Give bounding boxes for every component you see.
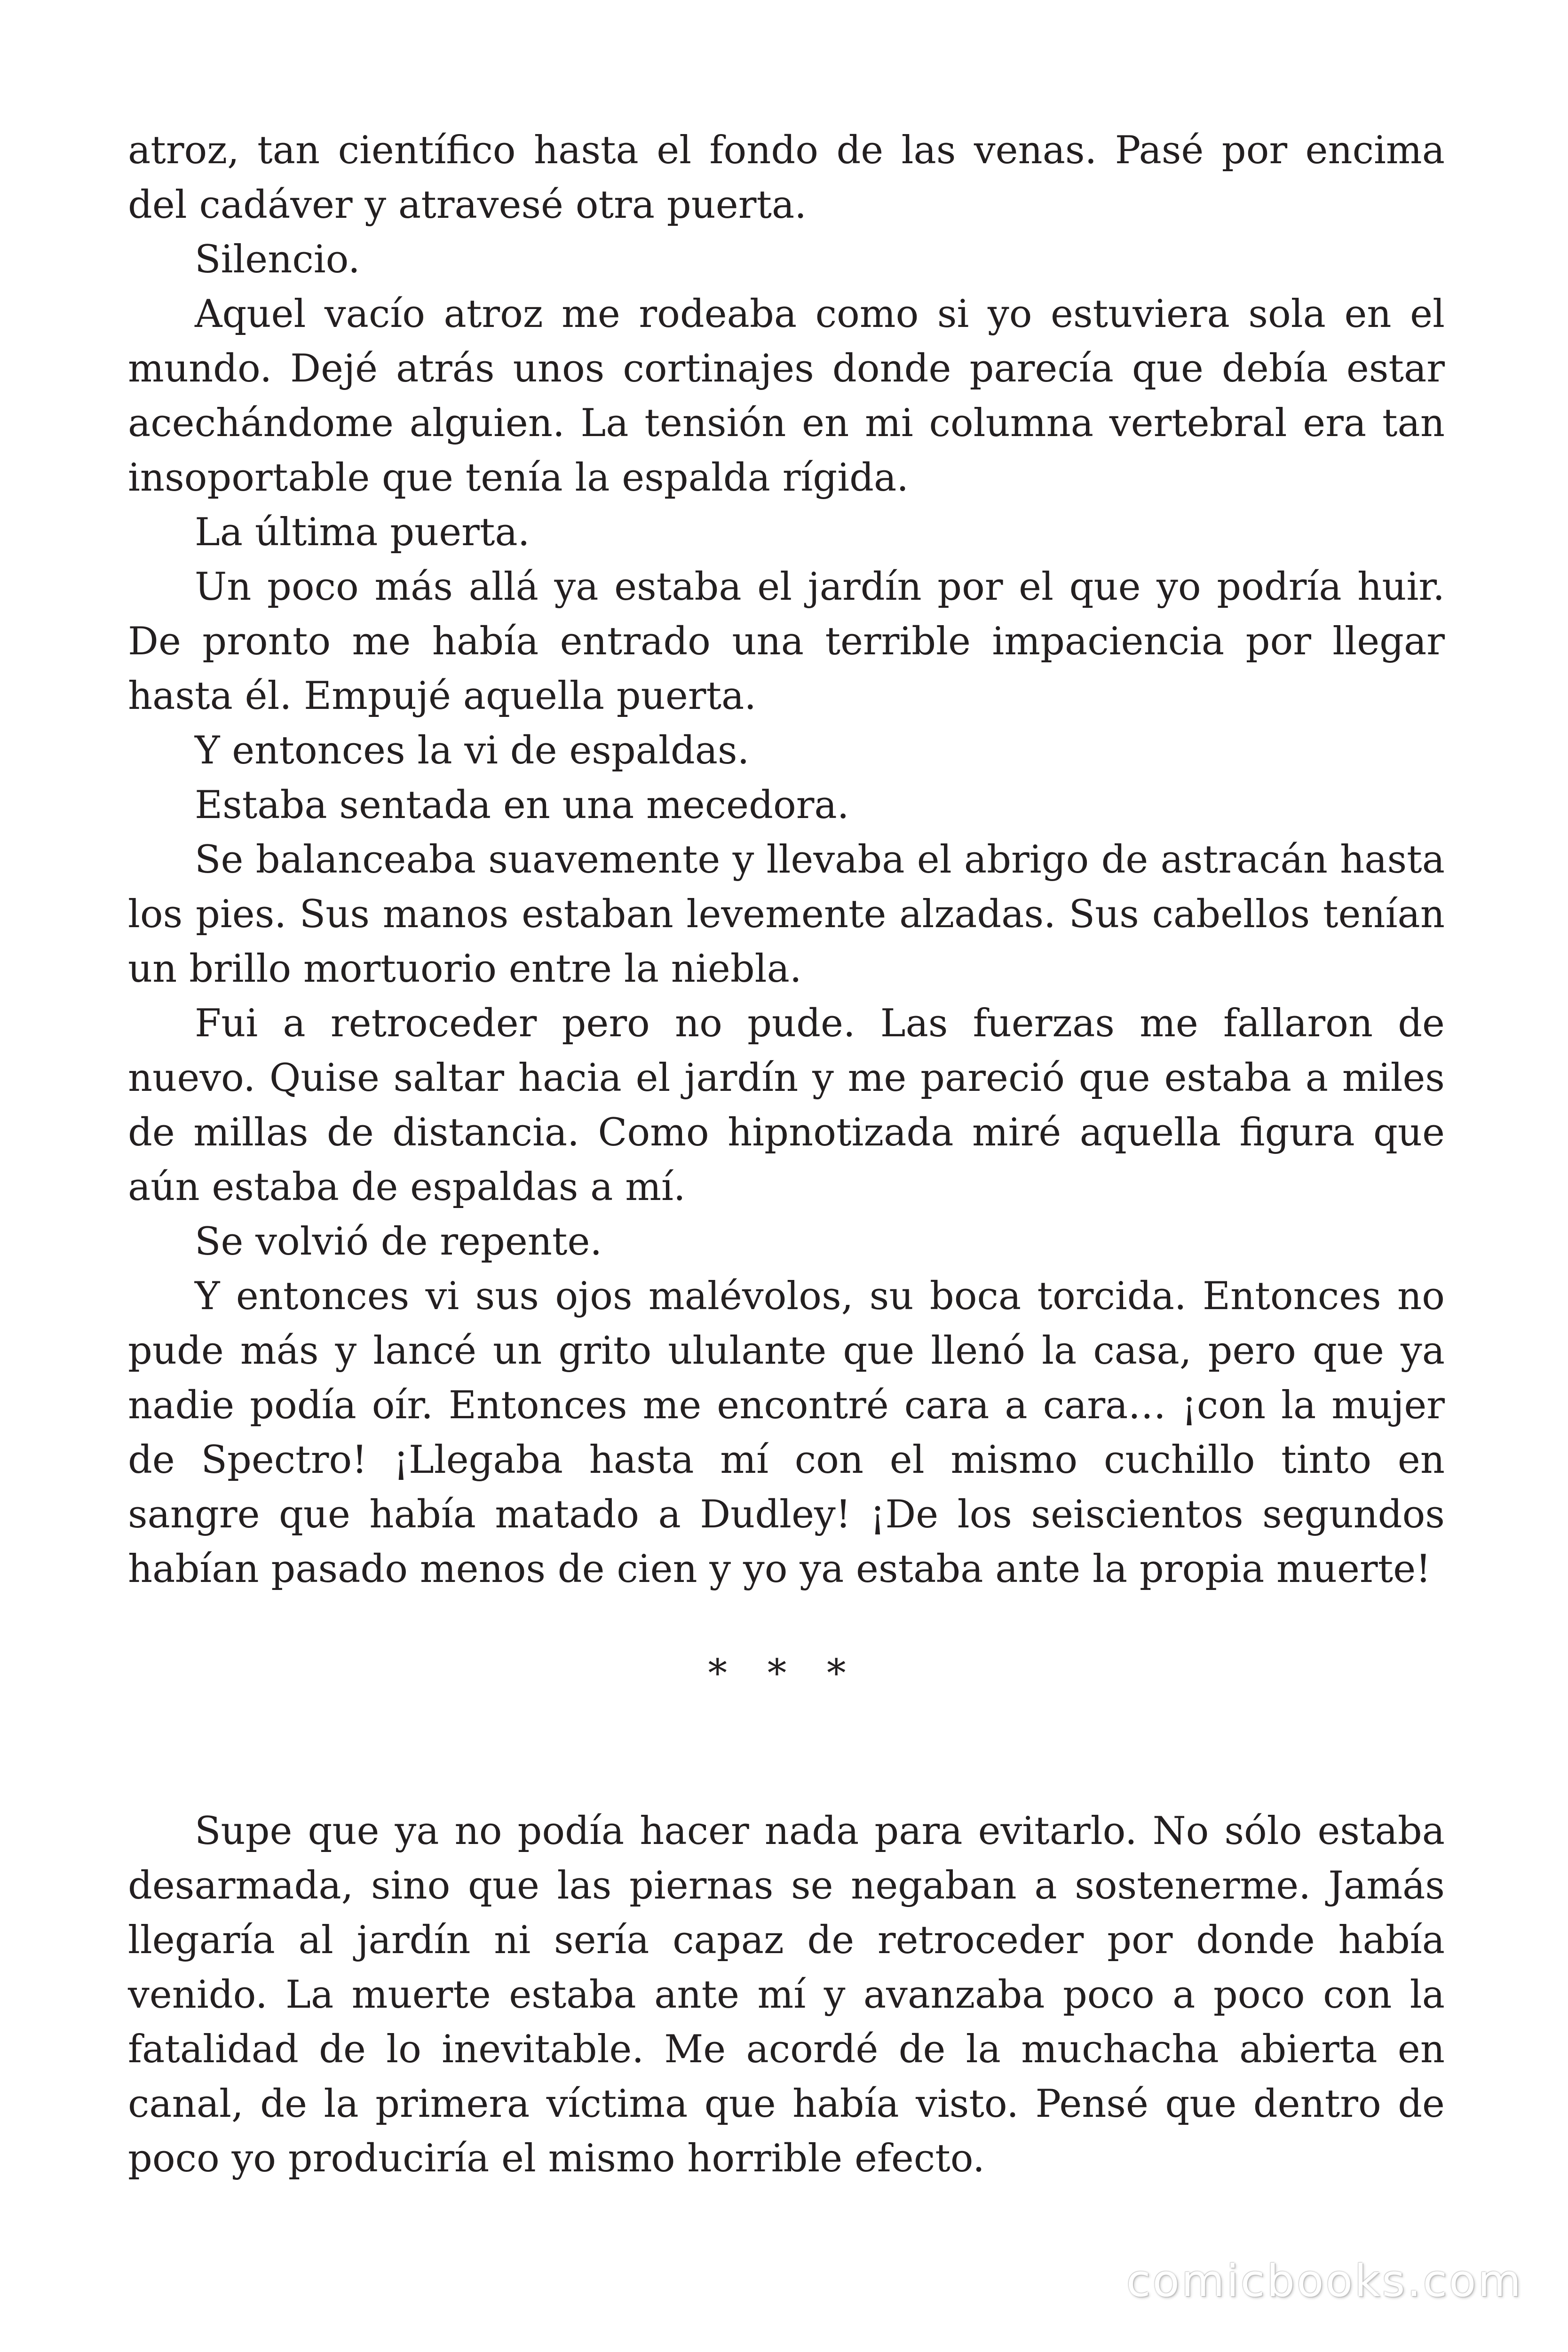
paragraph-8: Se balanceaba suavemente y llevaba el abrigo de astracán hasta los pies. Sus manos estaban levemente alzadas. Sus cabellos tenían un brillo mortuorio entre la niebla.	[128, 838, 1445, 991]
paragraph-11: Y entonces vi sus ojos malévolos, su boca torcida. Entonces no pude más y lancé un grito ululante que llenó la casa, pero que ya nadie podía oír. Entonces me encontré cara a cara… ¡con la mujer de Spectro! ¡Llegaba hasta mí con el mismo cuchillo tinto en sangre que había matado a Dudley! ¡De los seiscientos segundos habían pasado menos de cien y yo ya estaba ante la propia muerte!	[128, 1274, 1445, 1591]
paragraph-7: Estaba sentada en una mecedora.	[195, 783, 849, 827]
paragraph-3: Aquel vacío atroz me rodeaba como si yo estuviera sola en el mundo. Dejé atrás unos cortinajes donde parecía que debía estar acechándome alguien. La tensión en mi columna vertebral era tan insoportable que tenía la espalda rígida.	[128, 292, 1445, 500]
paragraph-5: Un poco más allá ya estaba el jardín por el que yo podría huir. De pronto me había entrado una terrible impaciencia por llegar hasta él. Empujé aquella puerta.	[128, 565, 1445, 718]
watermark-logo: comicbooks.com	[1126, 2256, 1523, 2307]
paragraph-6: Y entonces la vi de espaldas.	[195, 729, 750, 773]
page-body-text	[128, 123, 1445, 1597]
paragraph-2: Silencio.	[195, 238, 360, 282]
paragraph-12: Supe que ya no podía hacer nada para evitarlo. No sólo estaba desarmada, sino que las piernas se negaban a sostenerme. Jamás llegaría al jardín ni sería capaz de retroceder por donde había venido. La muerte estaba ante mí y avanzaba poco a poco con la fatalidad de lo inevitable. Me acordé de la muchacha abierta en canal, de la primera víctima que había visto. Pensé que dentro de poco yo produciría el mismo horrible efecto.	[128, 1809, 1445, 2181]
section-break-asterisks: * * *	[708, 1652, 860, 1696]
paragraph-1: atroz, tan científico hasta el fondo de las venas. Pasé por encima del cadáver y atravesé otra puerta.	[128, 128, 1445, 227]
paragraph-4: La última puerta.	[195, 510, 530, 555]
page-body-text-after-break	[128, 1804, 1445, 2186]
paragraph-9: Fui a retroceder pero no pude. Las fuerzas me fallaron de nuevo. Quise saltar hacia el jardín y me pareció que estaba a miles de millas de distancia. Como hipnotizada miré aquella figura que aún estaba de espaldas a mí.	[128, 1001, 1445, 1209]
paragraph-10: Se volvió de repente.	[195, 1220, 602, 1264]
